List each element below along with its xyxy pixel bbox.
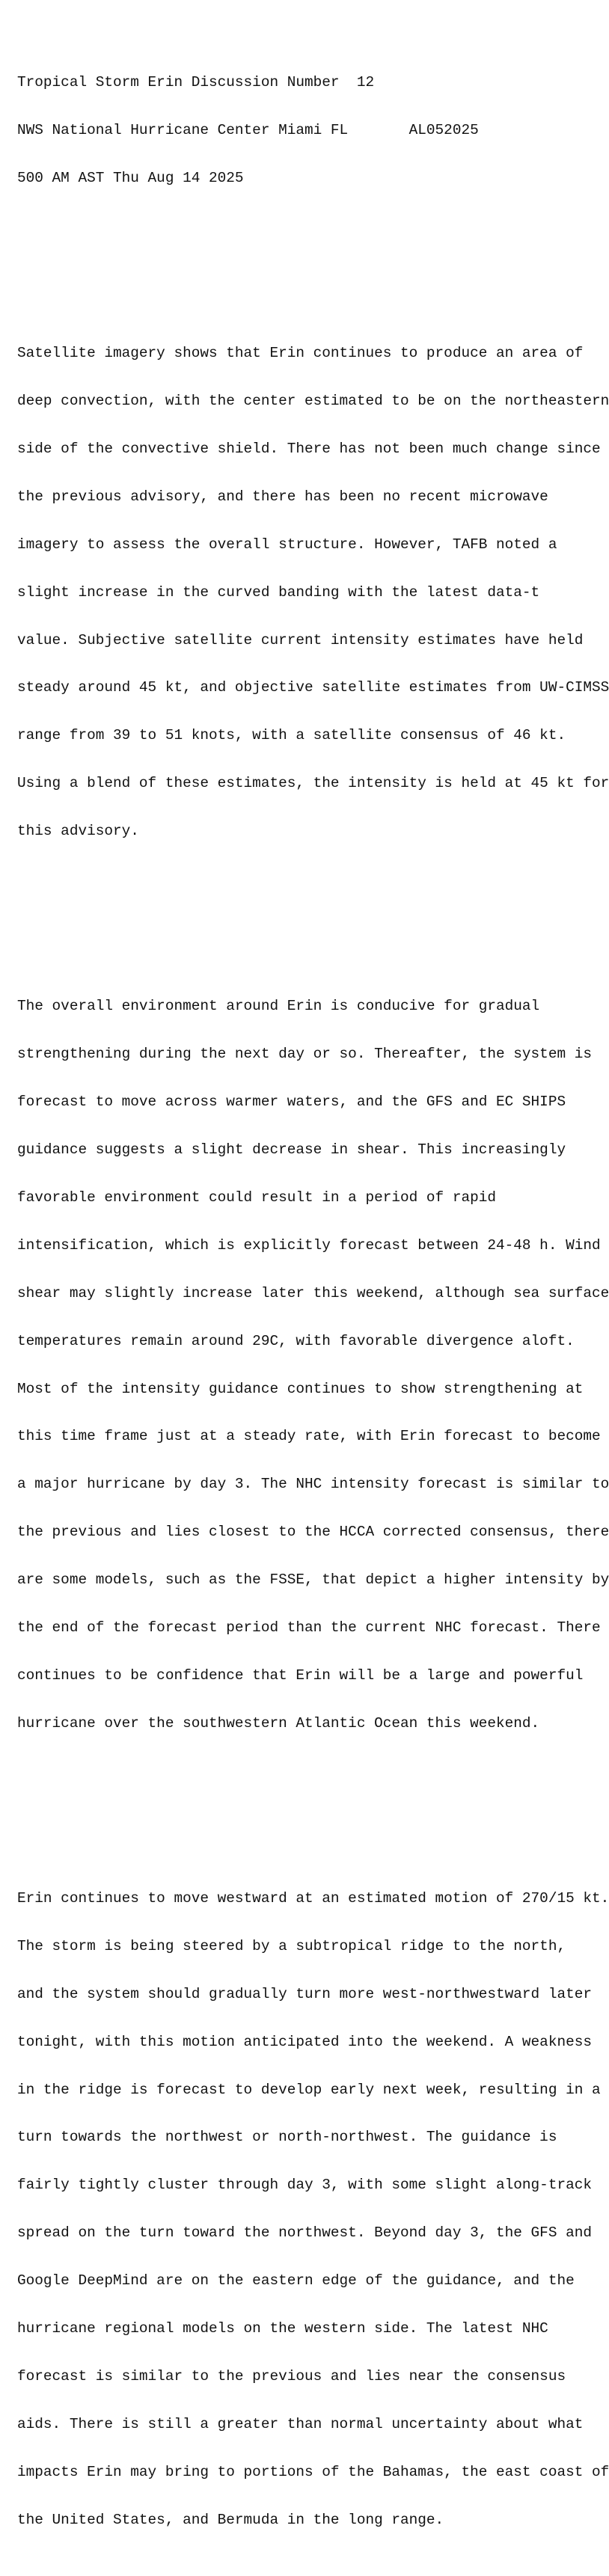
text-line: are some models, such as the FSSE, that depict a higher intensity by <box>17 1571 609 1589</box>
paragraph-satellite <box>17 314 609 871</box>
text-line: favorable environment could result in a period of rapid <box>17 1189 496 1206</box>
text-line: and the system should gradually turn more west-northwestward later <box>17 1985 592 2002</box>
paragraph-intensity <box>17 967 609 1764</box>
text-line: guidance suggests a slight decrease in shear. This increasingly <box>17 1141 566 1159</box>
text-line: hurricane regional models on the western side. The latest NHC <box>17 2320 548 2337</box>
spacer <box>17 250 593 266</box>
text-line: hurricane over the southwestern Atlantic Ocean this weekend. <box>17 1714 540 1732</box>
text-line: slight increase in the curved banding with the latest data-t <box>17 583 540 601</box>
text-line: the end of the forecast period than the current NHC forecast. There <box>17 1619 601 1636</box>
text-line: Google DeepMind are on the eastern edge of the guidance, and the <box>17 2272 575 2290</box>
text-line: The storm is being steered by a subtropical ridge to the north, <box>17 1937 566 1954</box>
text-line: forecast to move across warmer waters, and the GFS and EC SHIPS <box>17 1094 566 1111</box>
text-line: aids. There is still a greater than normal uncertainty about what <box>17 2415 584 2432</box>
text-line: forecast is similar to the previous and lies near the consensus <box>17 2367 566 2385</box>
text-line: Erin continues to move westward at an estimated motion of 270/15 kt. <box>17 1890 609 1907</box>
discussion-title: Tropical Storm Erin Discussion Number 12 <box>17 74 375 91</box>
text-line: the previous and lies closest to the HCCA corrected consensus, there <box>17 1524 609 1541</box>
paragraph-track <box>17 1859 609 2560</box>
text-line: side of the convective shield. There has not been much change since <box>17 441 601 458</box>
text-line: Using a blend of these estimates, the intensity is held at 45 kt for <box>17 775 609 792</box>
discussion-document <box>17 11 609 2576</box>
text-line: deep convection, with the center estimated to be on the northeastern <box>17 393 609 410</box>
text-line: a major hurricane by day 3. The NHC intensity forecast is similar to <box>17 1476 609 1493</box>
issue-time: 500 AM AST Thu Aug 14 2025 <box>17 169 244 186</box>
text-line: the United States, and Bermuda in the long range. <box>17 2511 444 2528</box>
text-line: value. Subjective satellite current intensity estimates have held <box>17 631 584 648</box>
text-line: range from 39 to 51 knots, with a satellite consensus of 46 kt. <box>17 727 566 744</box>
document-header <box>17 43 593 218</box>
text-line: impacts Erin may bring to portions of the Bahamas, the east coast of <box>17 2463 609 2480</box>
text-line: this advisory. <box>17 823 139 840</box>
text-line: fairly tightly cluster through day 3, with some slight along-track <box>17 2177 592 2194</box>
text-line: intensification, which is explicitly forecast between 24-48 h. Wind <box>17 1236 601 1254</box>
text-line: tonight, with this motion anticipated into the weekend. A weakness <box>17 2033 592 2050</box>
text-line: Satellite imagery shows that Erin continues to produce an area of <box>17 345 584 362</box>
issuing-office: NWS National Hurricane Center Miami FL AL052025 <box>17 122 479 139</box>
text-line: spread on the turn toward the northwest. Beyond day 3, the GFS and <box>17 2224 592 2242</box>
text-line: imagery to assess the overall structure. However, TAFB noted a <box>17 536 557 553</box>
text-line: shear may slightly increase later this weekend, although sea surface <box>17 1284 609 1301</box>
text-line: the previous advisory, and there has been no recent microwave <box>17 488 548 505</box>
text-line: Most of the intensity guidance continues to show strengthening at <box>17 1380 584 1397</box>
text-line: steady around 45 kt, and objective satellite estimates from UW-CIMSS <box>17 679 609 696</box>
spacer <box>17 1795 593 1811</box>
text-line: this time frame just at a steady rate, with Erin forecast to become <box>17 1428 601 1445</box>
text-line: The overall environment around Erin is conducive for gradual <box>17 998 540 1015</box>
text-line: in the ridge is forecast to develop early next week, resulting in a <box>17 2081 601 2098</box>
text-line: continues to be confidence that Erin will be a large and powerful <box>17 1666 584 1684</box>
text-line: strengthening during the next day or so. Thereafter, the system is <box>17 1046 592 1063</box>
text-line: turn towards the northwest or north-northwest. The guidance is <box>17 2129 557 2146</box>
text-line: temperatures remain around 29C, with favorable divergence aloft. <box>17 1332 575 1349</box>
spacer <box>17 904 593 919</box>
